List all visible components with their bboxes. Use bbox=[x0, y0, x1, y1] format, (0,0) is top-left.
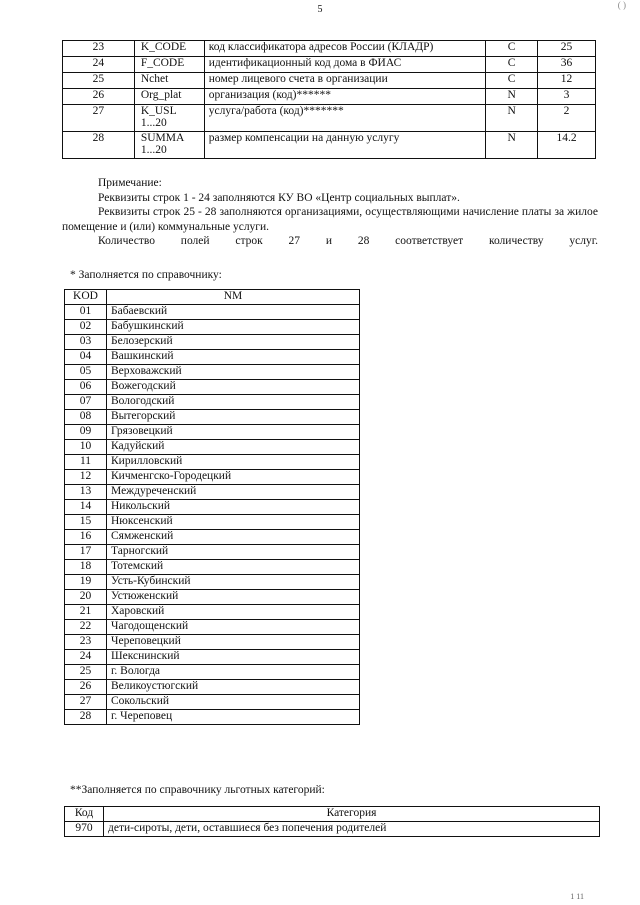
notes-line-2: Реквизиты строк 25 - 28 заполняются организациями, осуществляющими начисление платы за жилое помещение и (или) коммунальные услуги. bbox=[62, 206, 598, 233]
district-name: Шекснинский bbox=[107, 650, 360, 665]
table-row bbox=[65, 560, 360, 575]
field-description: организация (код)****** bbox=[204, 89, 485, 105]
table-row bbox=[65, 680, 360, 695]
table-row bbox=[65, 590, 360, 605]
district-name: Великоустюгский bbox=[107, 680, 360, 695]
field-type: N bbox=[486, 89, 538, 105]
district-code: 13 bbox=[65, 485, 107, 500]
footer-mark: 1 11 bbox=[570, 892, 584, 901]
district-name: Вашкинский bbox=[107, 350, 360, 365]
district-name: Кирилловский bbox=[107, 455, 360, 470]
field-description: код классификатора адресов России (КЛАДР) bbox=[204, 41, 485, 57]
district-name: Чагодощенский bbox=[107, 620, 360, 635]
row-number: 26 bbox=[63, 89, 135, 105]
district-code: 07 bbox=[65, 395, 107, 410]
field-length: 36 bbox=[538, 57, 596, 73]
district-code: 19 bbox=[65, 575, 107, 590]
district-code: 03 bbox=[65, 335, 107, 350]
field-type: C bbox=[486, 41, 538, 57]
district-name: г. Вологда bbox=[107, 665, 360, 680]
field-type: C bbox=[486, 57, 538, 73]
table-row bbox=[65, 515, 360, 530]
category-code: 970 bbox=[65, 822, 104, 837]
table-row bbox=[65, 410, 360, 425]
field-code: F_CODE bbox=[134, 57, 204, 73]
row-number: 24 bbox=[63, 57, 135, 73]
fields-table-body bbox=[63, 41, 596, 159]
table-row bbox=[65, 500, 360, 515]
row-number: 28 bbox=[63, 132, 135, 159]
table-row bbox=[65, 320, 360, 335]
table-row bbox=[65, 635, 360, 650]
categories-header-row bbox=[65, 807, 600, 822]
district-code: 25 bbox=[65, 665, 107, 680]
row-number: 25 bbox=[63, 73, 135, 89]
table-row bbox=[65, 695, 360, 710]
district-code: 04 bbox=[65, 350, 107, 365]
field-length: 25 bbox=[538, 41, 596, 57]
district-code: 18 bbox=[65, 560, 107, 575]
field-length: 14.2 bbox=[538, 132, 596, 159]
district-name: Кадуйский bbox=[107, 440, 360, 455]
table-row bbox=[63, 132, 596, 159]
district-code: 06 bbox=[65, 380, 107, 395]
field-type: C bbox=[486, 73, 538, 89]
district-code: 20 bbox=[65, 590, 107, 605]
table-row bbox=[65, 545, 360, 560]
districts-table-body bbox=[65, 305, 360, 725]
table-row bbox=[65, 822, 600, 837]
categories-note: **Заполняется по справочнику льготных категорий: bbox=[70, 784, 325, 796]
table-row bbox=[65, 425, 360, 440]
field-description: размер компенсации на данную услугу bbox=[204, 132, 485, 159]
district-name: Вологодский bbox=[107, 395, 360, 410]
districts-table bbox=[64, 289, 360, 725]
field-code: Nchet bbox=[134, 73, 204, 89]
table-row bbox=[65, 455, 360, 470]
district-name: Череповецкий bbox=[107, 635, 360, 650]
district-code: 02 bbox=[65, 320, 107, 335]
district-code: 12 bbox=[65, 470, 107, 485]
field-length: 3 bbox=[538, 89, 596, 105]
field-code: K_CODE bbox=[134, 41, 204, 57]
field-length: 2 bbox=[538, 105, 596, 132]
row-number: 27 bbox=[63, 105, 135, 132]
table-row bbox=[65, 485, 360, 500]
table-row bbox=[63, 105, 596, 132]
table-row bbox=[65, 650, 360, 665]
table-row bbox=[65, 575, 360, 590]
table-row bbox=[65, 665, 360, 680]
districts-header-kod: KOD bbox=[65, 290, 107, 305]
field-code: Org_plat bbox=[134, 89, 204, 105]
district-name: Кичменгско-Городецкий bbox=[107, 470, 360, 485]
table-row bbox=[65, 335, 360, 350]
district-name: Междуреченский bbox=[107, 485, 360, 500]
notes-line-1: Реквизиты строк 1 - 24 заполняются КУ ВО «Центр социальных выплат». bbox=[98, 191, 460, 204]
table-row bbox=[63, 57, 596, 73]
fields-table bbox=[62, 40, 596, 159]
row-number: 23 bbox=[63, 41, 135, 57]
field-code: K_USL 1...20 bbox=[134, 105, 204, 132]
district-name: Вытегорский bbox=[107, 410, 360, 425]
district-name: Грязовецкий bbox=[107, 425, 360, 440]
categories-table-body bbox=[65, 822, 600, 837]
table-row bbox=[65, 440, 360, 455]
categories-table bbox=[64, 806, 600, 837]
table-row bbox=[63, 89, 596, 105]
district-code: 16 bbox=[65, 530, 107, 545]
district-code: 05 bbox=[65, 365, 107, 380]
page-number: 5 bbox=[317, 4, 323, 15]
district-code: 17 bbox=[65, 545, 107, 560]
table-row bbox=[65, 365, 360, 380]
district-code: 09 bbox=[65, 425, 107, 440]
district-name: Сокольский bbox=[107, 695, 360, 710]
district-code: 24 bbox=[65, 650, 107, 665]
field-type: N bbox=[486, 132, 538, 159]
districts-header-row bbox=[65, 290, 360, 305]
field-code: SUMMA 1...20 bbox=[134, 132, 204, 159]
district-code: 26 bbox=[65, 680, 107, 695]
districts-note: * Заполняется по справочнику: bbox=[70, 269, 222, 281]
field-description: услуга/работа (код)******* bbox=[204, 105, 485, 132]
table-row bbox=[65, 620, 360, 635]
district-code: 14 bbox=[65, 500, 107, 515]
district-code: 23 bbox=[65, 635, 107, 650]
district-name: Белозерский bbox=[107, 335, 360, 350]
table-row bbox=[65, 710, 360, 725]
district-name: Сямженский bbox=[107, 530, 360, 545]
field-description: номер лицевого счета в организации bbox=[204, 73, 485, 89]
table-row bbox=[65, 380, 360, 395]
district-name: Бабаевский bbox=[107, 305, 360, 320]
district-name: Верховажский bbox=[107, 365, 360, 380]
table-row bbox=[63, 41, 596, 57]
district-name: Тарногский bbox=[107, 545, 360, 560]
table-row bbox=[65, 350, 360, 365]
notes-line-3: Количество полей строк 27 и 28 соответствует количеству услуг. bbox=[98, 235, 598, 247]
district-code: 15 bbox=[65, 515, 107, 530]
district-code: 21 bbox=[65, 605, 107, 620]
categories-header-code: Код bbox=[65, 807, 104, 822]
district-code: 10 bbox=[65, 440, 107, 455]
table-row bbox=[63, 73, 596, 89]
district-name: Усть-Кубинский bbox=[107, 575, 360, 590]
district-code: 28 bbox=[65, 710, 107, 725]
district-name: Устюженский bbox=[107, 590, 360, 605]
table-row bbox=[65, 470, 360, 485]
district-code: 11 bbox=[65, 455, 107, 470]
district-name: Вожегодский bbox=[107, 380, 360, 395]
district-name: г. Череповец bbox=[107, 710, 360, 725]
district-code: 01 bbox=[65, 305, 107, 320]
district-name: Бабушкинский bbox=[107, 320, 360, 335]
district-name: Нюксенский bbox=[107, 515, 360, 530]
notes-title: Примечание: bbox=[98, 177, 162, 189]
district-name: Харовский bbox=[107, 605, 360, 620]
district-code: 08 bbox=[65, 410, 107, 425]
table-row bbox=[65, 305, 360, 320]
corner-mark: ( ) bbox=[617, 0, 626, 10]
field-length: 12 bbox=[538, 73, 596, 89]
categories-header-name: Категория bbox=[104, 807, 600, 822]
field-type: N bbox=[486, 105, 538, 132]
table-row bbox=[65, 395, 360, 410]
district-code: 22 bbox=[65, 620, 107, 635]
district-code: 27 bbox=[65, 695, 107, 710]
table-row bbox=[65, 530, 360, 545]
field-description: идентификационный код дома в ФИАС bbox=[204, 57, 485, 73]
district-name: Тотемский bbox=[107, 560, 360, 575]
notes-block bbox=[62, 176, 598, 249]
district-name: Никольский bbox=[107, 500, 360, 515]
districts-header-nm: NM bbox=[107, 290, 360, 305]
category-name: дети-сироты, дети, оставшиеся без попечения родителей bbox=[104, 822, 600, 837]
table-row bbox=[65, 605, 360, 620]
